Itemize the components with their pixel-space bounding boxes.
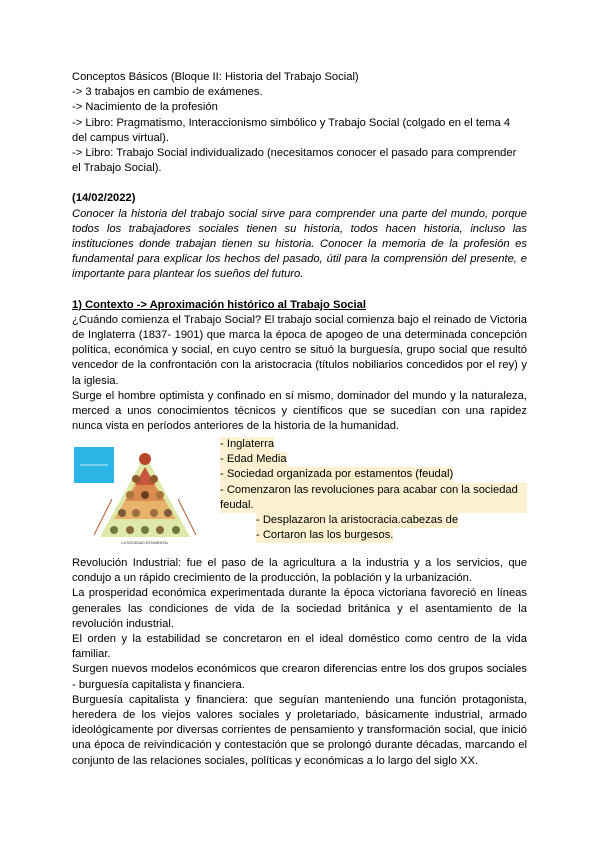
- section2-paragraph: Revolución Industrial: fue el paso de la agricultura a la industria y a los servicios, que condujo a un rápido crecimiento de la producción, la población y la urbanización.: [72, 557, 527, 585]
- highlight-item: - Edad Media: [220, 452, 287, 467]
- section1-paragraph: Surge el hombre optimista y confinado en sí mismo, dominador del mundo y la naturaleza, merced a unos conocimientos técnicos y científicos que se sucedían con una rapidez nunca vista en períodos anteriores de la historia de la humanidad.: [72, 389, 527, 433]
- social-pyramid-image: [72, 437, 217, 547]
- figure-block: [72, 437, 527, 547]
- highlight-subitem: - Cortaron las los burgesos.: [256, 528, 393, 543]
- header-item: -> Libro: Pragmatismo, Interaccionismo simbólico y Trabajo Social (colgado en el tema 4 del campus virtual).: [72, 116, 511, 144]
- section-heading: 1) Contexto -> Aproximación histórico al Trabajo Social: [72, 298, 366, 311]
- header-item: -> 3 trabajos en cambio de exámenes.: [72, 86, 263, 99]
- section2-paragraph: El orden y la estabilidad se concretaron en el ideal doméstico como centro de la vida familiar.: [72, 633, 527, 661]
- document-body-bottom: [72, 556, 527, 769]
- section1-paragraph: ¿Cuándo comienza el Trabajo Social? El trabajo social comienza bajo el reinado de Victoria de Inglaterra (1837- 1901) que marca la época de apogeo de una determinada concepción política, económica y social, en cuyo centro se situó la burguesía, grupo social que resultó vencedor de la confrontación con la aristocracia (títulos nobiliarios concedidos por el rey) y la iglesia.: [72, 313, 527, 387]
- highlight-list: [220, 437, 527, 543]
- highlight-item: - Comenzaron las revoluciones para acabar con la sociedad feudal.: [220, 483, 527, 513]
- document-body-top: [72, 70, 527, 434]
- header-item: -> Libro: Trabajo Social individualizado (necesitamos conocer el pasado para comprender el Trabajo Social).: [72, 147, 517, 175]
- section2-paragraph: Burguesía capitalista y financiera: que seguían manteniendo una función protagonista, heredera de los viejos valores sociales y proletariado, básicamente industrial, armado ideológicamente por diversas corrientes de pensamiento y transformación social, que inició una época de reivindicación y contestación que se prolongó durante décadas, marcando el conjunto de las relaciones sociales, políticas y económicas a lo largo del siglo XX.: [72, 693, 527, 767]
- highlight-item: - Sociedad organizada por estamentos (feudal): [220, 467, 453, 482]
- highlight-item: - Inglaterra: [220, 437, 274, 452]
- pyramid-caption: LA SOCIEDAD ESTAMENTAL: [121, 541, 169, 545]
- header-item: -> Nacimiento de la profesión: [72, 101, 218, 114]
- highlight-subitem: - Desplazaron la aristocracia.cabezas de: [256, 513, 458, 528]
- section2-paragraph: La prosperidad económica experimentada durante la época victoriana favoreció en líneas generales las condiciones de vida de la sociedad británica y el asentamiento de la revolución industrial.: [72, 587, 527, 630]
- header-title: Conceptos Básicos (Bloque II: Historia del Trabajo Social): [72, 71, 359, 83]
- king-figure: [139, 453, 151, 465]
- section2-paragraph: Surgen nuevos modelos económicos que crearon diferencias entre los dos grupos sociales - burguesía capitalista y financiera.: [72, 663, 527, 691]
- date-label: (14/02/2022): [72, 192, 136, 205]
- intro-paragraph: Conocer la historia del trabajo social sirve para comprender una parte del mundo, porque todos los trabajadores sociales tienen su historia, todos hacen historia, incluso las instituciones donde trabajan tienen su historia. Conocer la memoria de la profesión es fundamental para explicar los hechos del pasado, útil para la comprensión del presente, e importante para plantear los sueños del futuro.: [72, 207, 527, 281]
